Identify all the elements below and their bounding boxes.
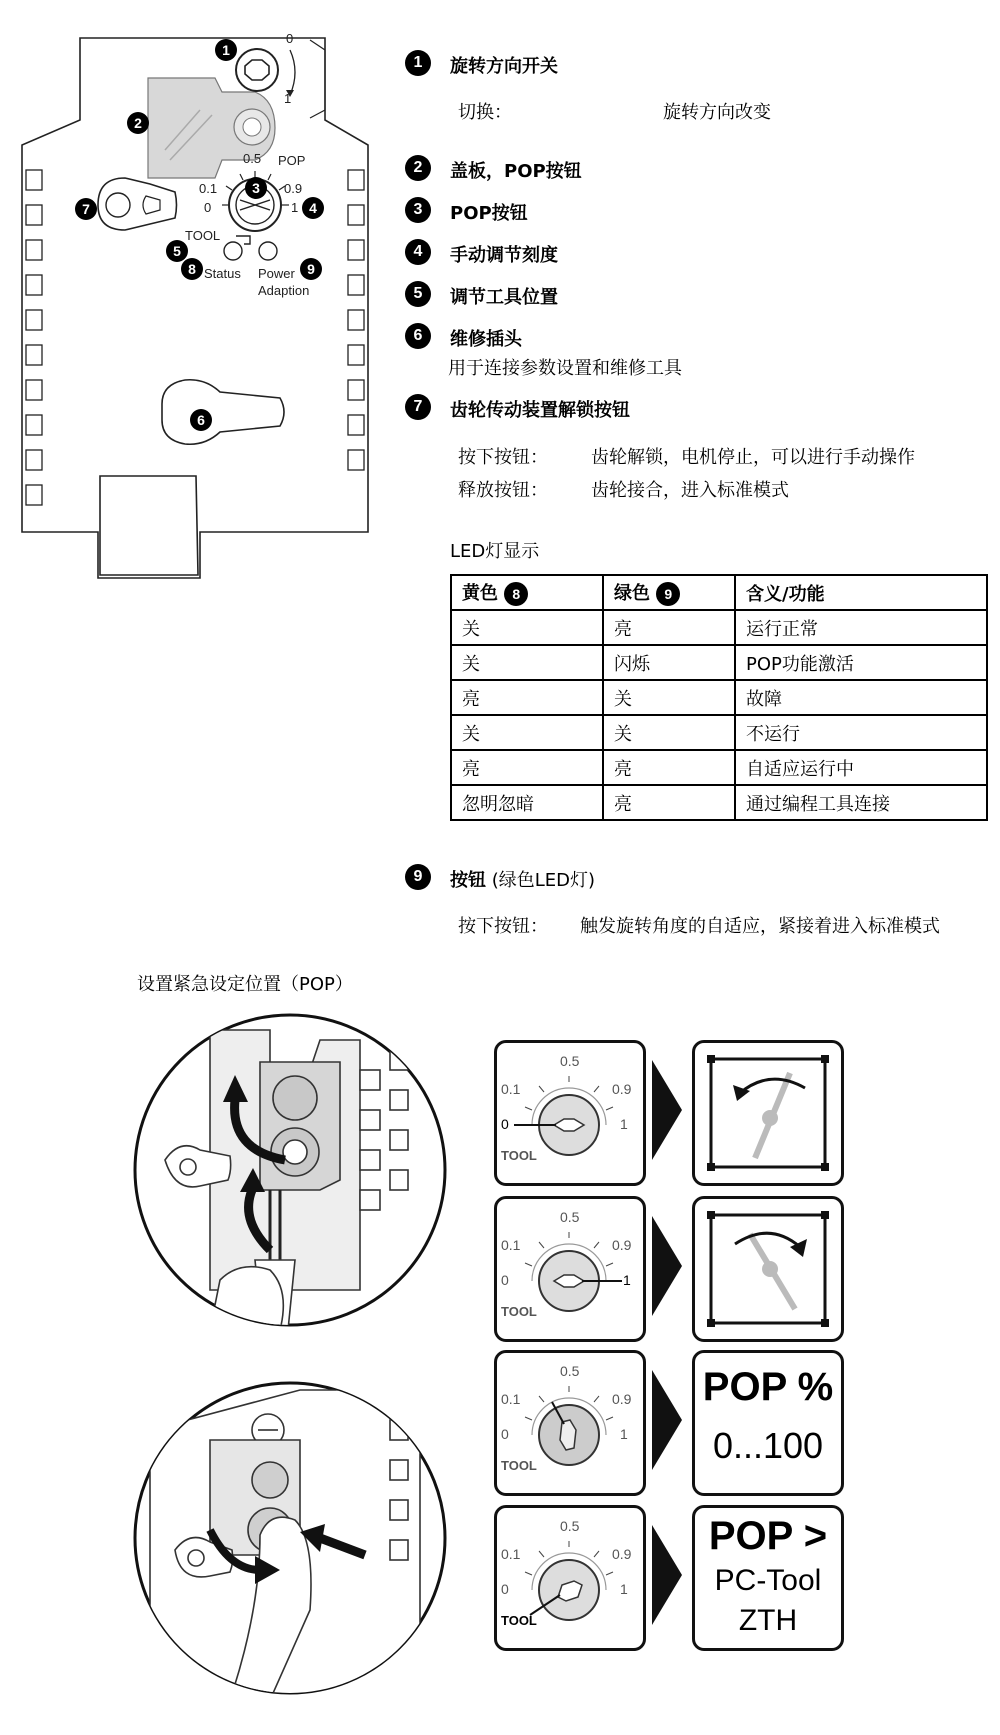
arrow-right-icon [652, 1370, 682, 1470]
dial4-label-05: 0.5 [560, 1518, 580, 1534]
dial2-label-09: 0.9 [612, 1237, 632, 1253]
item-7-press-value: 齿轮解锁，电机停止，可以进行手动操作 [591, 447, 915, 468]
badge-4-diagram: 4 [302, 197, 324, 219]
actuator-diagram [0, 0, 400, 600]
dial4-label-tool: TOOL [501, 1613, 537, 1628]
arrow-right-icon [652, 1525, 682, 1625]
dial2-label-0: 0 [501, 1272, 509, 1288]
pop-percent-label: POP % [702, 1365, 834, 1409]
scale-label-pop: POP [278, 153, 306, 168]
badge-6-diagram: 6 [190, 409, 212, 431]
dial3-label-05: 0.5 [560, 1363, 580, 1379]
dial2-label-05: 0.5 [560, 1209, 580, 1225]
cell-green: 闪烁 [603, 645, 735, 680]
cell-green: 亮 [603, 785, 735, 820]
cell-green: 关 [603, 715, 735, 750]
pop-illustrations [120, 1010, 470, 1725]
item-7-title: 齿轮传动装置解锁按钮 [450, 400, 630, 421]
item-9-title: 按钮 [450, 870, 486, 891]
status-led-label: Status [204, 266, 241, 281]
cell-green: 亮 [603, 750, 735, 785]
item-7-press-label: 按下按钮： [458, 447, 548, 468]
item-5-title: 调节工具位置 [450, 287, 558, 308]
switch-label-one: 1 [284, 91, 292, 106]
item-9-press-label: 按下按钮： [458, 916, 548, 937]
dial1-label-1: 1 [620, 1116, 628, 1132]
arrow-right-icon [652, 1216, 682, 1316]
dial3-label-tool: TOOL [501, 1458, 537, 1473]
cell-meaning: 故障 [735, 680, 987, 715]
badge-3-diagram: 3 [245, 177, 267, 199]
dial2-label-1: 1 [623, 1272, 631, 1288]
item-9-heading [450, 866, 595, 892]
led-section-heading: LED灯显示 [450, 541, 540, 562]
dial1-label-05: 0.5 [560, 1053, 580, 1069]
cell-yellow: 忽明忽暗 [451, 785, 603, 820]
table-row [451, 785, 987, 820]
pop-pctool-label: POP > [708, 1514, 828, 1558]
dial1-label-tool: TOOL [501, 1148, 537, 1163]
dial3-label-0: 0 [501, 1426, 509, 1442]
header-green: 绿色 9 [603, 575, 735, 610]
item-1-title: 旋转方向开关 [450, 56, 558, 77]
cell-meaning: 运行正常 [735, 610, 987, 645]
item-3-badge: 3 [405, 197, 431, 223]
rotate-ccw-icon [695, 1043, 841, 1183]
item-4-title: 手动调节刻度 [450, 245, 558, 266]
item-9-badge: 9 [405, 864, 431, 890]
switch-label-zero: 0 [286, 31, 294, 46]
item-6-badge: 6 [405, 323, 431, 349]
item-9-subtitle: (绿色LED灯) [491, 870, 596, 891]
power-led-label: Power [258, 266, 295, 281]
dial1-label-09: 0.9 [612, 1081, 632, 1097]
pop-range-label: 0...100 [712, 1425, 824, 1466]
pop-section-heading: 设置紧急设定位置（POP） [137, 974, 353, 995]
scale-label-1: 1 [291, 200, 299, 215]
item-7-release-label: 释放按钮： [458, 480, 548, 501]
dial3-label-01: 0.1 [501, 1391, 521, 1407]
step-arrows [648, 1040, 688, 1650]
tool-label: TOOL [185, 228, 221, 243]
scale-label-05: 0.5 [243, 151, 262, 166]
item-2-title: 盖板，POP按钮 [450, 161, 582, 182]
dial4-label-09: 0.9 [612, 1546, 632, 1562]
cell-green: 关 [603, 680, 735, 715]
scale-label-0: 0 [204, 200, 212, 215]
item-7-release-value: 齿轮接合，进入标准模式 [591, 480, 789, 501]
dial2-label-01: 0.1 [501, 1237, 521, 1253]
zth-label: ZTH [738, 1604, 798, 1637]
rotate-cw-icon [695, 1199, 841, 1339]
led-table [450, 574, 988, 821]
led-table-header [451, 575, 987, 610]
dial4-label-0: 0 [501, 1581, 509, 1597]
cell-yellow: 亮 [451, 680, 603, 715]
table-row [451, 715, 987, 750]
table-row [451, 680, 987, 715]
cell-meaning: POP功能激活 [735, 645, 987, 680]
result-4-box [692, 1505, 844, 1651]
cell-yellow: 关 [451, 610, 603, 645]
scale-label-09: 0.9 [284, 181, 303, 196]
item-3-title: POP按钮 [450, 203, 528, 224]
badge-1-diagram: 1 [215, 39, 237, 61]
cell-meaning: 自适应运行中 [735, 750, 987, 785]
result-1-box [692, 1040, 844, 1186]
dial1-label-0: 0 [501, 1116, 509, 1132]
cell-yellow: 关 [451, 715, 603, 750]
header-meaning: 含义/功能 [735, 575, 987, 610]
badge-5-diagram: 5 [166, 240, 188, 262]
dial1-label-01: 0.1 [501, 1081, 521, 1097]
pc-tool-label: PC-Tool [714, 1564, 822, 1597]
scale-label-01: 0.1 [199, 181, 218, 196]
result-3-box [692, 1350, 844, 1496]
item-4-badge: 4 [405, 239, 431, 265]
item-6-title: 维修插头 [450, 329, 522, 350]
arrow-right-icon [652, 1060, 682, 1160]
dial4-label-01: 0.1 [501, 1546, 521, 1562]
adaption-led-label: Adaption [258, 283, 310, 298]
item-1-label: 切换： [458, 102, 512, 123]
cell-green: 亮 [603, 610, 735, 645]
item-2-badge: 2 [405, 155, 431, 181]
dial2-label-tool: TOOL [501, 1304, 537, 1319]
badge-9-icon: 9 [656, 582, 680, 606]
cell-yellow: 关 [451, 645, 603, 680]
table-row [451, 610, 987, 645]
badge-8-diagram: 8 [181, 258, 203, 280]
table-row [451, 750, 987, 785]
dial3-label-09: 0.9 [612, 1391, 632, 1407]
cell-yellow: 亮 [451, 750, 603, 785]
dial4-label-1: 1 [620, 1581, 628, 1597]
dial3-label-1: 1 [620, 1426, 628, 1442]
result-2-box [692, 1196, 844, 1342]
badge-7-diagram: 7 [75, 198, 97, 220]
item-1-badge: 1 [405, 50, 431, 76]
item-7-badge: 7 [405, 394, 431, 420]
cell-meaning: 不运行 [735, 715, 987, 750]
badge-2-diagram: 2 [127, 112, 149, 134]
badge-9-diagram: 9 [300, 258, 322, 280]
badge-8-icon: 8 [504, 582, 528, 606]
header-yellow: 黄色 8 [451, 575, 603, 610]
item-5-badge: 5 [405, 281, 431, 307]
cell-meaning: 通过编程工具连接 [735, 785, 987, 820]
item-6-desc: 用于连接参数设置和维修工具 [448, 358, 682, 379]
item-9-press-value: 触发旋转角度的自适应，紧接着进入标准模式 [580, 916, 940, 937]
item-1-value: 旋转方向改变 [663, 102, 771, 123]
table-row [451, 645, 987, 680]
